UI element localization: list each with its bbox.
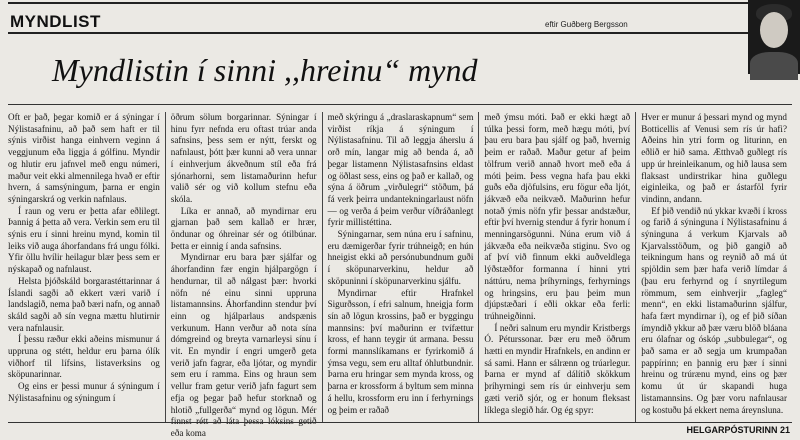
section-label: MYNDLIST <box>10 12 101 31</box>
paragraph: Líka er annað, að myndirnar eru gjarnan það sem kallað er hrær, öndunar og óhreinar sér og ótilbúnar. Þetta er einnig í anda safnsins. <box>170 205 317 251</box>
article-headline: Myndlistin í sinni ,,hreinu“ mynd <box>52 52 478 88</box>
footer-rule <box>8 422 792 423</box>
author-photo <box>748 0 800 74</box>
paragraph: með ýmsu móti. Það er ekki hægt að túlka þessi form, með hægu móti, því þau eru bara þau sjálf og það, hvernig þeim er raðað. Maður getur af þeim tölfrum verið annað hvort með eða á móti þeim. Þess vegna hafa þau ekki guðs eða djöfulsins, eru fögur eða ljót, jákvæð eða neikvæð. Maðurinn hefur notað ýmis nöfn yfir þessar andstæður, eftir því hvernig stendur á fyrir honum í menningarsögunni. Núna erum við á jákvæða eða neikvæða stiginu. Svo og af því við finnum ekki auðveldlega lýðstæðfor formanna í hinni ytri náttúru, nema þríhyrnings, ferhyrnings og hringsins, eru þau þeim mun djúpstæðari í eðli okkar eða ferli: trúhneigðinni. <box>484 112 631 321</box>
paragraph: Myndirnar eru bara þær sjálfar og áhorfandinn fær engin hjálpargögn í hendurnar, til að nálgast þær: hvorki nöfn né einu sinni uppruna listamannsins. Áhorfandinn stendur því einn og hjálparlaus andspænis verkunum. Hann verður að nota sína dómgreind og breyta varnarleysi sínu í vit. En myndir í engri umgerð geta verið jafn fagrar, eða ljótar, og myndir sem eru í ramma. Eins og hraun sem vellur fram getur verið jafn fagurt sem efja og þegar það hefur storknað og hlotið „fullgerða“ mynd og lögun. Mér eða koma <box>170 252 317 438</box>
headline-rule <box>8 104 792 105</box>
paragraph: Sýningarnar, sem núna eru í safninu, eru dæmigerðar fyrir trúhneigð; en hún hneigist ekki að persónubundnum guði í sköpunarverkinu, heldur að sköpuninni í sköpunarverkinu sjálfu. <box>327 229 474 286</box>
paragraph: Og eins er þessi munur á sýningum í Nýlistasafninu og sýningum í <box>8 381 160 403</box>
article-column-3 <box>322 112 479 422</box>
paragraph: Hver er munur á þessari mynd og mynd Botticellis af Venusi sem rís úr hafi? Aðeins hin ytri form og liturinn, en eðlið er hið sama. Ætthvað guðlegt rís upp úr hreinleikanum, og hið lausa sem flaksast undirstrikar hina guðlegu eiginleika, og það er ástarföl fyrir vindinn, andann. <box>641 112 787 204</box>
paragraph: öðrum sölum borgarinnar. Sýningar í hinu fyrr nefnda eru oftast trúar anda safnsins, þess sem er nýtt, ferskt og nafnlaust, þótt þær kunni að vera unnar í einhverjum ákveðnum stíl eða frá sjónarhorni, sem listamaðurinn hefur valið sér og við kollum stefnu eða skóla. <box>170 112 317 204</box>
paragraph: Myndirnar eftir Hrafnkel Sigurðsson, í efri salnum, hneigja form sín að lögun krossins, það er byggingu mannsins: því maðurinn er tvífættur kross, ef hann teygir út armana. Þessu formi mannslíkamans er fyrirkomið á ýmsa vegu, sem eru alltaf óhlutbundnir. Þarna eru hringar sem mynda kross, og þarna er krossform á byltum sem minna á hellu, krossform eru inn í ferhyrnings og þeim er raðað <box>327 287 474 415</box>
page-footer: HELGARPÓSTURINN 21 <box>686 425 790 435</box>
paragraph: Í raun og veru er þetta afar eðlilegt. Þannig á þetta að vera. Verkin sem eru til sýnis eru í sinni hreinu mynd, komin til leiks við auga áhorfandans frá ungu fólki. Yfir öllu hvílir heilagur blær þess sem er nýskapað og nafnlaust. <box>8 205 160 275</box>
section-rule <box>8 32 748 34</box>
paragraph: Ef þið vendið nú ykkar kvæði í kross og farið á sýninguna í Nýlistasafninu á sýninguna á verkum Kjarvals að Kjarvalsstöðum, og þið gangið að teikningum hans og reynið að má út spjöldin sem þær hafa verið límdar á (þau eru ferhyrnd og í snyrtilegum römmum, sem einhverjir „fagleg“ menn“, en ekki listamaðurinn sjálfur, hafa fært myndirnar í), og ef þið síðan ímyndið ykkur að þær væru blöð bláana eru ólafnar og óskóp „subbulegar“, og það sama er að segja um krumpaðan pappírinn; en þannig eru þær í sinni hreinu og trúrænu mynd, eins og þær komu út úr skapandi huga listamannsins. Og þær voru nafnlausar og kostuðu þá ekkert nema áreynsluna. <box>641 205 787 415</box>
paragraph: Í neðri salnum eru myndir Kristbergs Ó. Péturssonar. Þær eru með öðrum hætti en myndir Hrafnkels, en andinn er sá sami. Hann er sálrænn og trúarlegur. Þarna er mynd af dálítið skökkum þríhyrningi sem rís úr einhverju sem gæti verið sjór, og er honum fleksast líklega slegið hár. Og ég spyr: <box>484 322 631 415</box>
author-face <box>760 12 788 48</box>
paragraph: Í þessu ræður ekki aðeins mismunur á uppruna og stétt, heldur eru þarna ólík viðhorf til lífsins, listaverksins og sköpunarinnar. <box>8 334 160 380</box>
author-shoulder <box>750 52 798 80</box>
article-column-5 <box>635 112 792 422</box>
article-column-2 <box>165 112 322 438</box>
paragraph: með skýringu á „draslaraskapnum“ sem virðist ríkja á sýningum í Nýlistasafninu. Til að leggja áherslu á orð mín, langar mig að benda á, að þegar listamenn Nýlistasafnsins eldast og öðlast sess, eins og það er kallað, og sýna á öðrum „virðulegri“ stöðum, þá fá verk þeirra undantekningarlaust nöfn — og verða á þeim verður víðráðanlegt fyrir millistéttina. <box>327 112 474 228</box>
top-rule <box>8 2 748 4</box>
article-column-4 <box>478 112 635 422</box>
paragraph: Oft er það, þegar komið er á sýningar í Nýlistasafninu, að það sem haft er til sýnis virðist hanga einhvern veginn á veggjunum eða liggja á gólfinu. Myndir og hlutir eru jafnvel með engu númeri, maður veit ekki almennilega hvað er eftir hvern, á samsýningum, þarna er engin sýningarskrá og verkin nafnlaus. <box>8 112 160 204</box>
paragraph: Helsta þjóðskáld borgarastéttarinnar á Íslandi sagði að ekkert væri varið í landslagið, nema það bæri nafn, og annað skáld sagði að sín vegna mættu hlutirnir vera nafnlausir. <box>8 275 160 333</box>
byline: eftir Guðberg Bergsson <box>545 20 628 29</box>
article-column-1 <box>8 112 165 422</box>
